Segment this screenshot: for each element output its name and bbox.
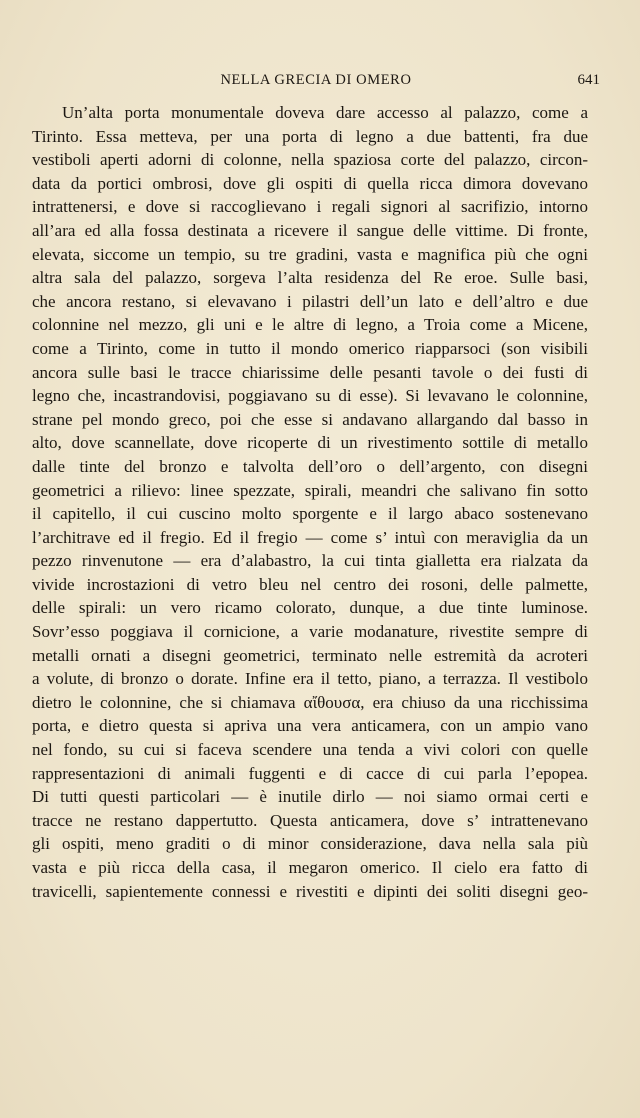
text-line: dietro le colonnine, che si chiamava αἴθουσα, era chiuso da una ricchissima — [32, 692, 588, 712]
text-line: nel fondo, su cui si faceva scendere una tenda a vivi colori con quelle — [32, 740, 588, 760]
text-line: Un’alta porta monumentale doveva dare accesso al palazzo, come a — [62, 103, 588, 122]
text-line: Sovr’esso poggiava il cornicione, a varie modanature, rivestite sempre di — [32, 622, 588, 642]
text-line: tracce ne restano dappertutto. Questa anticamera, dove s’ intrattenevano — [32, 810, 588, 830]
text-line: Di tutti questi particolari — è inutile dirlo — noi siamo ormai certi e — [32, 787, 588, 807]
text-line: geometrici a rilievo: linee spezzate, spirali, meandri che salivano fin sotto — [32, 480, 588, 500]
text-line: ancora sulle basi le tracce chiarissime delle pesanti tavole o dei fusti di — [32, 362, 588, 382]
text-line: colonnine nel mezzo, gli uni e le altre di legno, a Troia come a Micene, — [32, 315, 588, 335]
text-line: legno che, incastrandovisi, poggiavano su di esse). Si levavano le colonnine, — [32, 386, 588, 406]
text-line: alto, dove scannellate, dove ricoperte di un rivestimento sottile di metallo — [32, 433, 588, 453]
text-line: rappresentazioni di animali fuggenti e di cacce di cui parla l’epopea. — [32, 763, 588, 783]
text-line: intrattenersi, e dove si raccoglievano i regali signori al sacrifizio, intorno — [32, 197, 588, 217]
text-line: gli ospiti, meno graditi o di minor considerazione, dava nella sala più — [32, 834, 588, 854]
text-line: altra sala del palazzo, sorgeva l’alta residenza del Re eroe. Sulle basi, — [32, 268, 588, 288]
text-line: delle spirali: un vero ricamo colorato, dunque, a due tinte luminose. — [32, 598, 588, 618]
text-line: vestiboli aperti adorni di colonne, nella spaziosa corte del palazzo, circon- — [32, 150, 588, 170]
text-line: data da portici ombrosi, dove gli ospiti di quella ricca dimora dovevano — [32, 173, 588, 193]
text-line: vivide incrostazioni di vetro bleu nel centro dei rosoni, delle palmette, — [32, 574, 588, 594]
text-line: a volute, di bronzo o dorate. Infine era il tetto, piano, a terrazza. Il vestibolo — [32, 669, 588, 689]
text-line: come a Tirinto, come in tutto il mondo omerico riapparsoci (son visibili — [32, 338, 588, 358]
text-line: travicelli, sapientemente connessi e rivestiti e dipinti dei soliti disegni geo- — [32, 881, 588, 901]
text-line: all’ara ed alla fossa destinata a ricevere il sangue delle vittime. Di fronte, — [32, 220, 588, 240]
running-head: NELLA GRECIA DI OMERO — [220, 72, 412, 88]
text-line: pezzo rinvenutone — era d’alabastro, la cui tinta gialletta era rialzata da — [32, 551, 588, 571]
text-line: il capitello, il cui cuscino molto sporgente e il largo abaco sostenevano — [32, 504, 588, 524]
text-line: metalli ornati a disegni geometrici, terminato nelle estremità da acroteri — [32, 645, 588, 665]
text-line: dalle tinte del bronzo e talvolta dell’oro o dell’argento, con disegni — [32, 456, 588, 476]
page-number: 641 — [577, 72, 600, 88]
text-line: porta, e dietro questa si apriva una vera anticamera, con un ampio vano — [32, 716, 588, 736]
page-header — [32, 72, 600, 94]
text-line: Tirinto. Essa metteva, per una porta di legno a due battenti, fra due — [32, 126, 588, 146]
text-line: che ancora restano, si elevavano i pilastri dell’un lato e dell’altro e due — [32, 291, 588, 311]
text-line: elevata, siccome un tempio, su tre gradini, vasta e magnifica più che ogni — [32, 244, 588, 264]
text-line: l’architrave ed il fregio. Ed il fregio — come s’ intuì con meraviglia da un — [32, 527, 588, 547]
body-text — [32, 101, 588, 903]
text-line: vasta e più ricca della casa, il megaron omerico. Il cielo era fatto di — [32, 858, 588, 877]
text-line: strane pel mondo greco, poi che esse si andavano allargando dal basso in — [32, 409, 588, 429]
